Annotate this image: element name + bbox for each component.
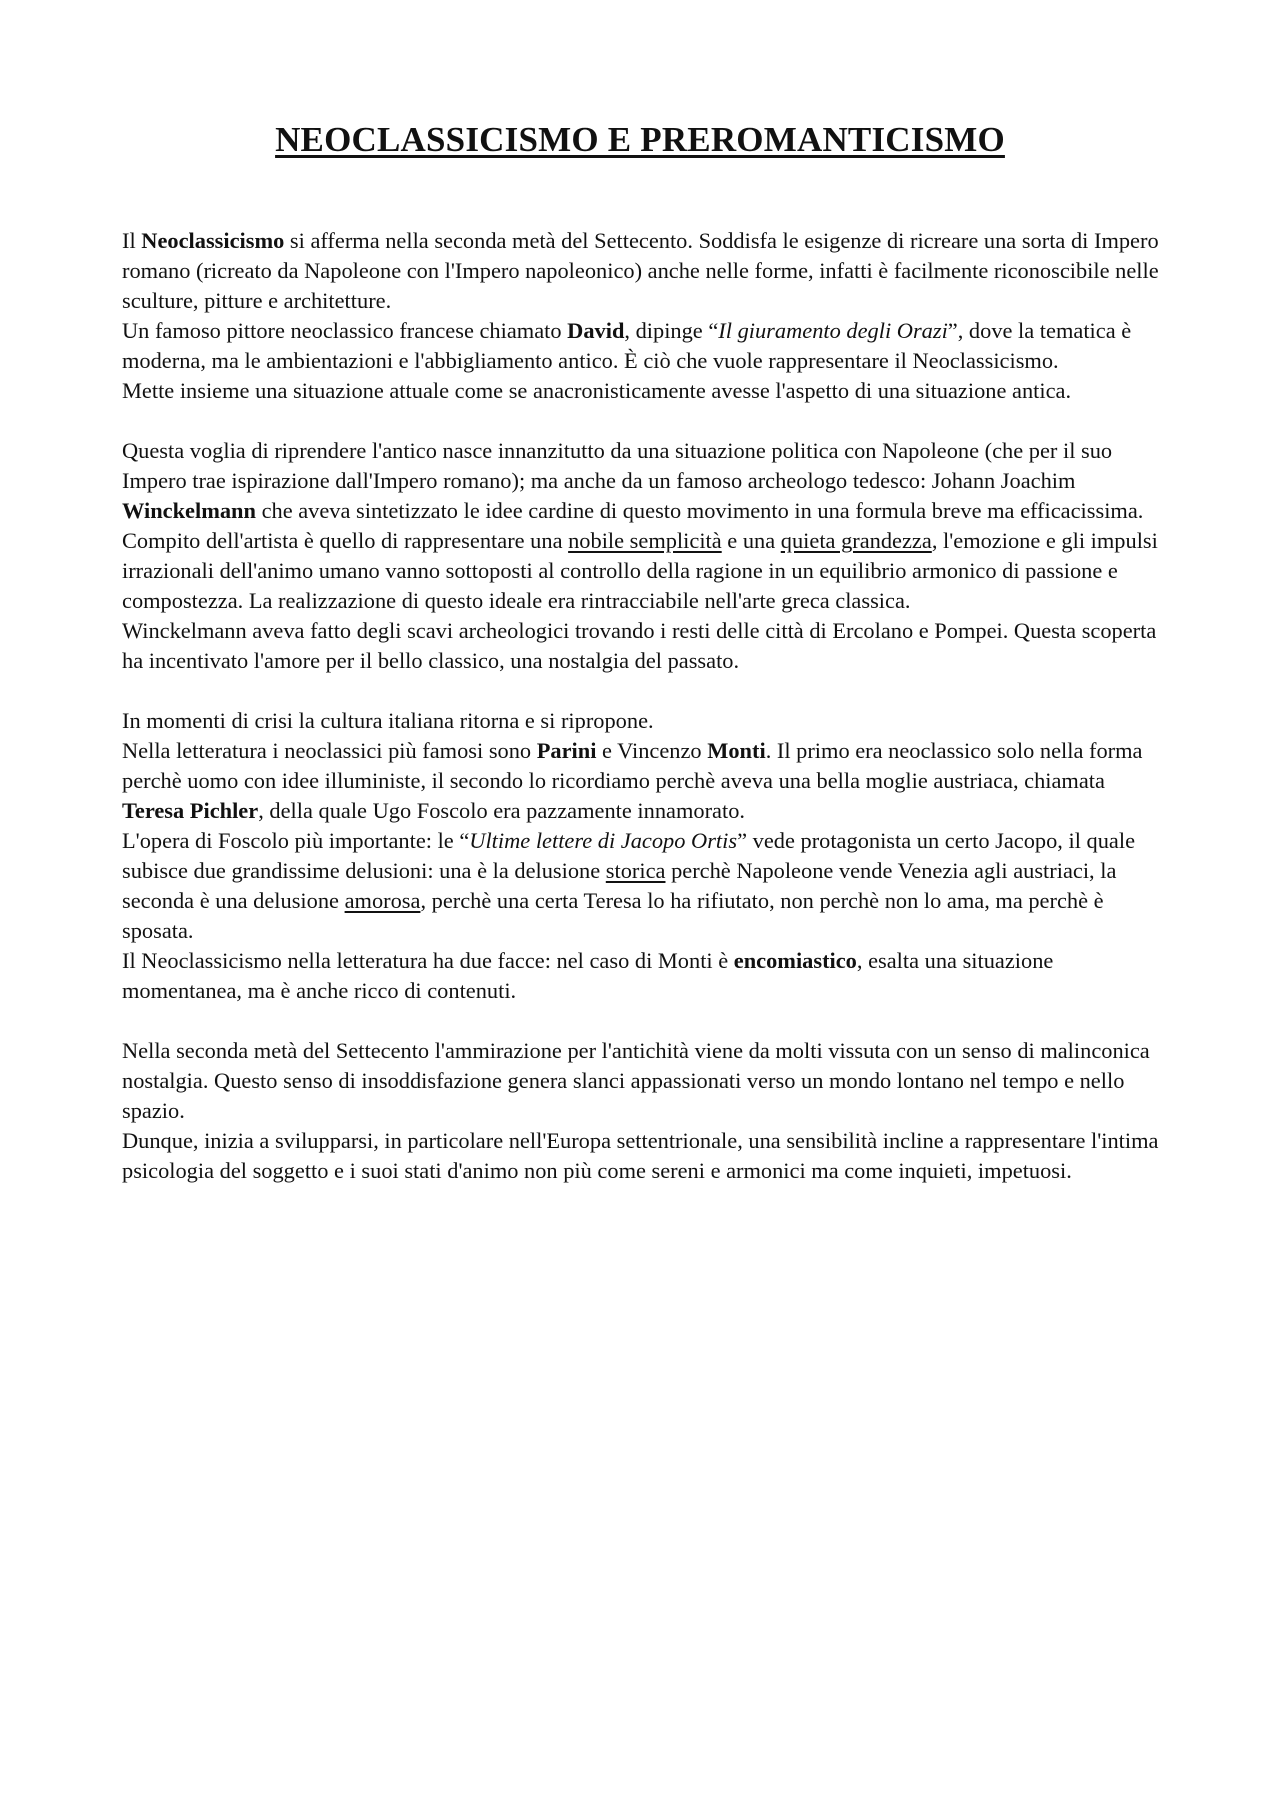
paragraph-gap <box>122 1006 1172 1036</box>
paragraph-neoclassicismo-intro: Il Neoclassicismo si afferma nella seconda metà del Settecento. Soddisfa le esigenze di ricreare una sorta di Impero romano (ricreato da Napoleone con l'Impero napoleonico) anche nelle forme, infatti è facilmente riconoscibile nelle sculture, pitture e architetture. <box>122 228 1159 313</box>
underlined-storica: storica <box>605 858 666 883</box>
document-body <box>122 226 1172 1186</box>
document-title: NEOCLASSICISMO E PREROMANTICISMO <box>275 120 1005 159</box>
bold-term-parini: Parini <box>536 738 597 763</box>
paragraph-gap <box>122 406 1172 436</box>
bold-term-encomiastico: encomiastico <box>733 948 857 973</box>
underlined-amorosa: amorosa <box>344 888 421 913</box>
bold-term-teresa-pichler: Teresa Pichler <box>122 798 259 823</box>
bold-term-neoclassicismo: Neoclassicismo <box>141 228 285 253</box>
underlined-nobile-semplicita: nobile semplicità <box>568 528 722 553</box>
paragraph-letteratura: Nella letteratura i neoclassici più famosi sono Parini e Vincenzo Monti. Il primo era neoclassico solo nella forma perchè uomo con idee illuministe, il secondo lo ricordiamo perchè aveva una bella moglie austriaca, chiamata Teresa Pichler, della quale Ugo Foscolo era pazzamente innamorato. <box>122 738 1143 823</box>
italic-title-orazi: Il giuramento degli Orazi <box>718 318 948 343</box>
paragraph-anacronismo: Mette insieme una situazione attuale come se anacronisticamente avesse l'aspetto di una situazione antica. <box>122 378 1072 403</box>
underlined-quieta-grandezza: quieta grandezza <box>780 528 932 553</box>
paragraph-winckelmann: Questa voglia di riprendere l'antico nasce innanzitutto da una situazione politica con Napoleone (che per il suo Impero trae ispirazione dall'Impero romano); ma anche da un famoso archeologo tedesco: Johann Joachim Winckelmann che aveva sintetizzato le idee cardine di questo movimento in una formula breve ma efficacissima. Compito dell'artista è quello di rappresentare una nobile semplicità e una quieta grandezza, l'emozione e gli impulsi irrazionali dell'animo umano vanno sottoposti al controllo della ragione in un equilibrio armonico di passione e compostezza. La realizzazione di questo ideale era rintracciabile nell'arte greca classica. <box>122 438 1158 613</box>
paragraph-foscolo: L'opera di Foscolo più importante: le “Ultime lettere di Jacopo Ortis” vede protagonista un certo Jacopo, il quale subisce due grandissime delusioni: una è la delusione storica perchè Napoleone vende Venezia agli austriaci, la seconda è una delusione amorosa, perchè una certa Teresa lo ha rifiutato, non perchè non lo ama, ma perchè è sposata. <box>122 828 1136 943</box>
bold-term-monti: Monti <box>707 738 766 763</box>
bold-term-david: David <box>567 318 625 343</box>
paragraph-crisi: In momenti di crisi la cultura italiana ritorna e si ripropone. <box>122 708 654 733</box>
paragraph-scavi: Winckelmann aveva fatto degli scavi archeologici trovando i resti delle città di Ercolano e Pompei. Questa scoperta ha incentivato l'amore per il bello classico, una nostalgia del passato. <box>122 618 1157 673</box>
paragraph-gap <box>122 676 1172 706</box>
paragraph-sensibilita: Dunque, inizia a svilupparsi, in particolare nell'Europa settentrionale, una sensibilità incline a rappresentare l'intima psicologia del soggetto e i suoi stati d'animo non più come sereni e armonici ma come inquieti, impetuosi. <box>122 1128 1159 1183</box>
paragraph-nostalgia: Nella seconda metà del Settecento l'ammirazione per l'antichità viene da molti vissuta con un senso di malinconica nostalgia. Questo senso di insoddisfazione genera slanci appassionati verso un mondo lontano nel tempo e nello spazio. <box>122 1038 1150 1123</box>
italic-title-jacopo-ortis: Ultime lettere di Jacopo Ortis <box>469 828 738 853</box>
paragraph-due-facce: Il Neoclassicismo nella letteratura ha due facce: nel caso di Monti è encomiastico, esalta una situazione momentanea, ma è anche ricco di contenuti. <box>122 948 1054 1003</box>
paragraph-david: Un famoso pittore neoclassico francese chiamato David, dipinge “Il giuramento degli Orazi”, dove la tematica è moderna, ma le ambientazioni e l'abbigliamento antico. È ciò che vuole rappresentare il Neoclassicismo. <box>122 318 1132 373</box>
bold-term-winckelmann: Winckelmann <box>122 498 256 523</box>
